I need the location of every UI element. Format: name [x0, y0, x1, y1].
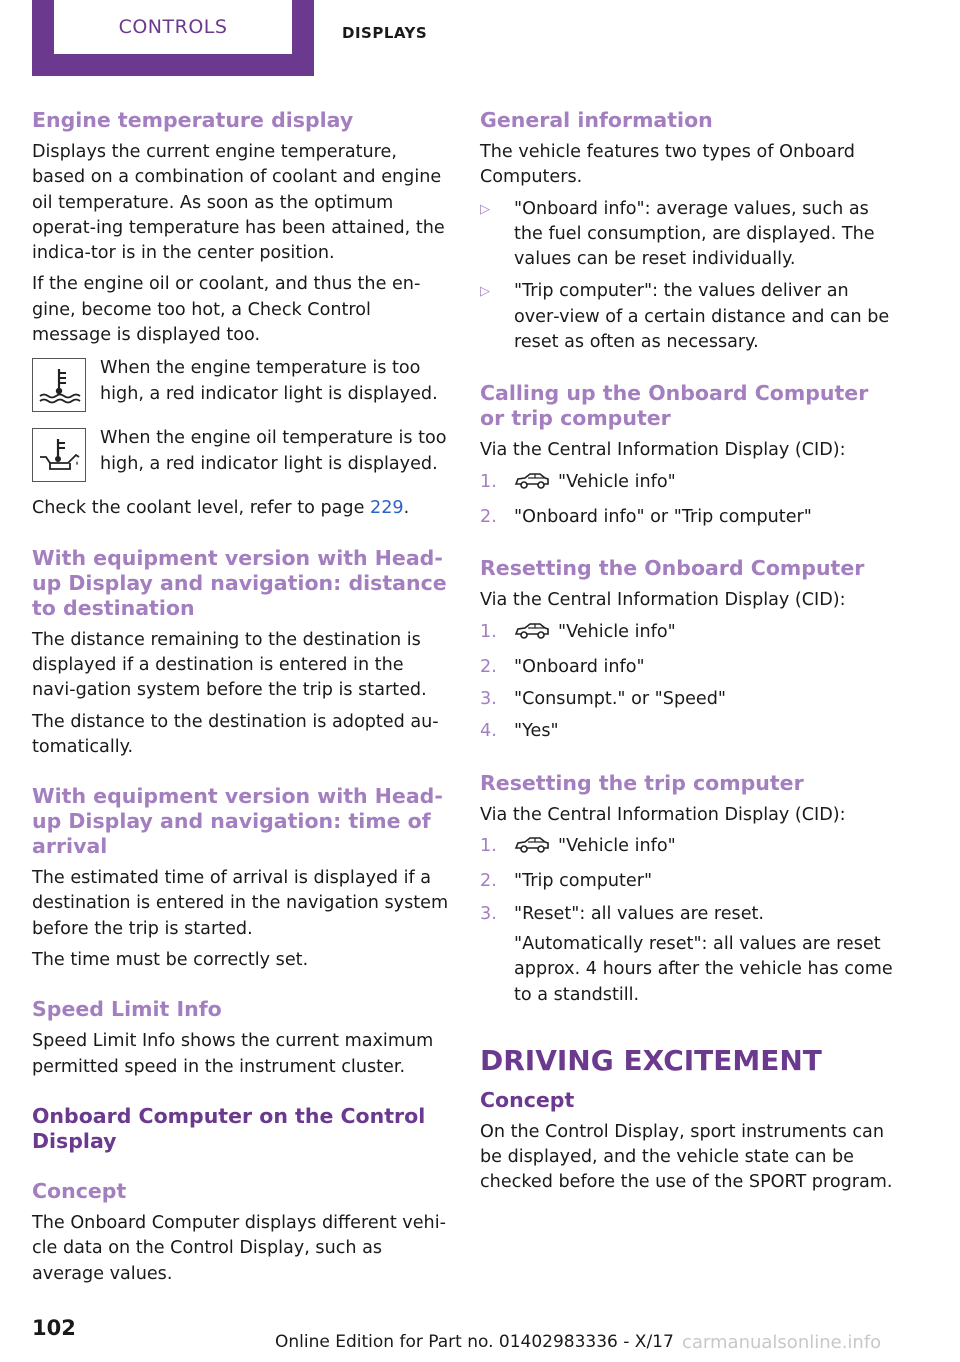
step-number: 2. [480, 656, 497, 677]
engine-temp-p1: Displays the current engine temperature, based on a combination of coolant and engine oil temperature. As soon as the optimum operat‐ing temperature has been attained, the indica‐tor is in the center position. [32, 142, 445, 264]
car-icon [514, 472, 550, 498]
step-number: 2. [480, 506, 497, 527]
step-number: 1. [480, 621, 497, 642]
onboard-types-list [480, 197, 898, 356]
reset-trip-heading: Resetting the trip computer [480, 770, 804, 795]
onboard-computer-heading: Onboard Computer on the Control Display [32, 1103, 426, 1153]
driving-excitement-heading: DRIVING EXCITEMENT [480, 1043, 822, 1077]
car-icon [514, 622, 550, 648]
driving-concept-heading: Concept [480, 1087, 575, 1112]
step-number: 1. [480, 836, 497, 857]
oil-temperature-icon [32, 428, 86, 482]
distance-p2: The distance to the destination is adopted au‐tomatically. [32, 711, 439, 757]
triangle-bullet-icon: ▷ [480, 284, 490, 300]
list-item [480, 279, 898, 355]
oil-indicator-text: When the engine oil temperature is too high, a red indicator light is displayed. [100, 428, 447, 474]
step-text: "Yes" [514, 721, 559, 742]
bullet-text: "Onboard info": average values, such as the fuel consumption, are displayed. The values can be reset individually. [514, 198, 875, 270]
concept-heading: Concept [32, 1178, 127, 1203]
calling-up-heading: Calling up the Onboard Computer or trip computer [480, 381, 869, 431]
speed-limit-heading: Speed Limit Info [32, 997, 222, 1022]
engine-temp-indicator-row [32, 356, 450, 412]
list-item [480, 869, 898, 894]
reset-onboard-heading: Resetting the Onboard Computer [480, 556, 865, 581]
edition-footer: Online Edition for Part no. 01402983336 - X/17 [275, 1332, 674, 1352]
list-item [480, 719, 898, 744]
header-tab [32, 0, 314, 76]
speed-limit-p1: Speed Limit Info shows the current maximum permitted speed in the instrument cluster. [32, 1031, 434, 1077]
page-link-229[interactable]: 229 [370, 498, 404, 519]
list-item [480, 902, 898, 1008]
list-item [480, 470, 898, 498]
arrival-p1: The estimated time of arrival is displayed if a destination is entered in the navigation system before the trip is started. [32, 868, 449, 939]
oil-temp-indicator-row [32, 426, 450, 482]
step-number: 4. [480, 721, 497, 742]
reset-trip-steps [480, 834, 898, 1008]
general-info-p1: The vehicle features two types of Onboard Computers. [480, 142, 855, 188]
distance-heading: With equipment version with Head-up Display and navigation: distance to destination [32, 545, 447, 620]
step-text: "Consumpt." or "Speed" [514, 689, 727, 710]
reset-onboard-steps [480, 620, 898, 745]
arrival-p2: The time must be correctly set. [32, 950, 309, 971]
list-item [480, 687, 898, 712]
list-item [480, 620, 898, 648]
coolant-check-suffix: . [403, 498, 410, 519]
calling-up-steps [480, 470, 898, 531]
general-info-heading: General information [480, 108, 713, 132]
list-item [480, 834, 898, 862]
step-number: 2. [480, 871, 497, 892]
coolant-indicator-text: When the engine temperature is too high, a red indicator light is displayed. [100, 358, 438, 404]
step-text: "Reset": all values are reset. [514, 903, 765, 924]
header-section: CONTROLS [118, 16, 228, 38]
distance-p1: The distance remaining to the destination is displayed if a destination is entered in the navi‐gation system before the trip is started. [32, 629, 427, 701]
calling-up-intro: Via the Central Information Display (CID): [480, 440, 846, 461]
step-text: "Vehicle info" [558, 471, 676, 492]
step-number: 3. [480, 903, 497, 924]
engine-temp-p2: If the engine oil or coolant, and thus the en‐gine, become too hot, a Check Control message is displayed too. [32, 274, 421, 346]
step-text: "Onboard info" [514, 656, 645, 677]
step-text: "Vehicle info" [558, 836, 676, 857]
right-column [480, 108, 898, 1202]
step-text: "Vehicle info" [558, 621, 676, 642]
list-item [480, 655, 898, 680]
arrival-heading: With equipment version with Head-up Display and navigation: time of arrival [32, 784, 443, 859]
step-text: "Onboard info" or "Trip computer" [514, 506, 812, 527]
step-text: "Trip computer" [514, 871, 653, 892]
car-icon [514, 836, 550, 862]
reset-onboard-intro: Via the Central Information Display (CID): [480, 590, 846, 611]
engine-temp-heading: Engine temperature display [32, 108, 354, 132]
page-number: 102 [32, 1316, 76, 1340]
triangle-bullet-icon: ▷ [480, 201, 490, 217]
header-tab-inner [54, 0, 292, 54]
reset-trip-intro: Via the Central Information Display (CID): [480, 804, 846, 825]
watermark: carmanualsonline.info [682, 1332, 882, 1353]
step-number: 1. [480, 471, 497, 492]
step-number: 3. [480, 689, 497, 710]
list-item [480, 197, 898, 273]
bullet-text: "Trip computer": the values deliver an over‐view of a certain distance and can be reset as often as necessary. [514, 281, 890, 353]
coolant-temperature-icon [32, 358, 86, 412]
step-subtext: "Automatically reset": all values are reset approx. 4 hours after the vehicle has come to a standstill. [514, 933, 893, 1005]
driving-concept-p1: On the Control Display, sport instruments can be displayed, and the vehicle state can be checked before the use of the SPORT program. [480, 1121, 893, 1193]
left-column [32, 108, 450, 1293]
coolant-check-text [32, 496, 450, 521]
header-chapter: DISPLAYS [342, 24, 428, 42]
list-item [480, 505, 898, 530]
concept-p1: The Onboard Computer displays different vehi‐cle data on the Control Display, such as average values. [32, 1212, 446, 1284]
coolant-check-prefix: Check the coolant level, refer to page [32, 498, 371, 519]
